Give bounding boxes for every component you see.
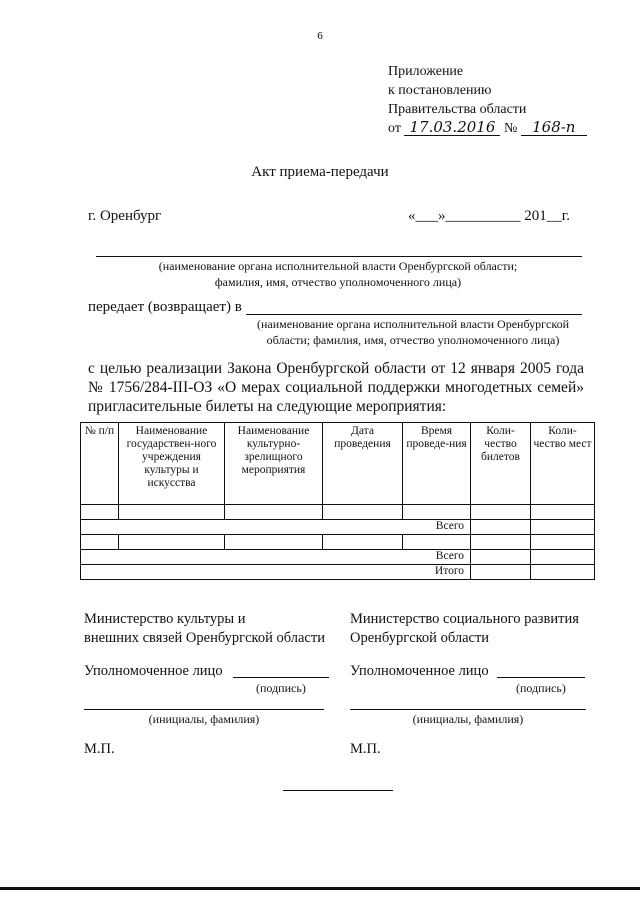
left-initials-line: [84, 709, 324, 710]
left-authorized-label: Уполномоченное лицо: [84, 663, 223, 679]
events-table: [80, 422, 595, 580]
caption-2-line-1: (наименование органа исполнительной власти Оренбургской: [257, 317, 569, 331]
date-template: «___»__________ 201__г.: [408, 208, 570, 224]
appendix-line-3: Правительства области: [388, 102, 527, 117]
table-header-row: [81, 423, 595, 505]
transfers-label: передает (возвращает) в: [88, 299, 242, 315]
page-number: 6: [317, 30, 323, 42]
from-label: от: [388, 121, 401, 136]
table-grand-total-row: [81, 565, 595, 580]
caption-1-line-2: фамилия, имя, отчество уполномоченного лица): [214, 275, 462, 289]
end-divider: [283, 790, 393, 791]
col-header-number: № п/п: [81, 423, 119, 505]
transferring-party-line: [96, 256, 582, 257]
table-row: [81, 535, 595, 550]
right-org-line-1: Министерство социального развития: [350, 611, 579, 627]
left-initials-caption: (инициалы, фамилия): [148, 712, 260, 726]
left-org-line-2: внешних связей Оренбургской области: [84, 630, 325, 646]
col-header-time: Время проведе-ния: [403, 423, 471, 505]
total-label: Всего: [81, 520, 471, 535]
page-bottom-border: [0, 887, 640, 890]
total-label: Всего: [81, 550, 471, 565]
right-signature-line: [497, 677, 585, 678]
appendix-line-2: к постановлению: [388, 83, 492, 98]
number-label: №: [503, 121, 518, 136]
table-row: [81, 505, 595, 520]
appendix-block: [388, 62, 587, 138]
right-stamp: М.П.: [350, 741, 381, 757]
table-total-row: [81, 520, 595, 535]
col-header-seats: Коли-чество мест: [531, 423, 595, 505]
col-header-event: Наименование культурно-зрелищного мероприятия: [225, 423, 323, 505]
right-signature-caption: (подпись): [516, 681, 566, 695]
table-total-row: [81, 550, 595, 565]
grand-total-label: Итого: [81, 565, 471, 580]
purpose-paragraph: с целью реализации Закона Оренбургской области от 12 января 2005 года № 1756/284-III-ОЗ «О мерах социальной поддержки многодетных семей» пригласительные билеты на следующие мероприятия:: [88, 360, 584, 415]
left-signature-line: [233, 677, 329, 678]
appendix-line-1: Приложение: [388, 64, 464, 79]
left-signature-caption: (подпись): [256, 681, 306, 695]
right-org-line-2: Оренбургской области: [350, 630, 490, 646]
col-header-tickets: Коли-чество билетов: [471, 423, 531, 505]
right-signature-org: [350, 610, 579, 648]
receiving-party-caption: [238, 316, 588, 348]
left-stamp: М.П.: [84, 741, 115, 757]
left-org-line-1: Министерство культуры и: [84, 611, 246, 627]
handwritten-date: 17.03.2016: [404, 120, 500, 136]
col-header-date: Дата проведения: [323, 423, 403, 505]
right-initials-line: [350, 709, 586, 710]
left-signature-org: [84, 610, 325, 648]
transferring-party-caption: [90, 258, 586, 290]
receiving-party-line: [246, 314, 582, 315]
appendix-date-line: [388, 119, 587, 138]
right-authorized-label: Уполномоченное лицо: [350, 663, 489, 679]
document-title: Акт приема-передачи: [251, 164, 389, 180]
col-header-institution: Наименование государствен-ного учреждения культуры и искусства: [119, 423, 225, 505]
right-initials-caption: (инициалы, фамилия): [412, 712, 524, 726]
caption-2-line-2: области; фамилия, имя, отчество уполномоченного лица): [266, 333, 560, 347]
caption-1-line-1: (наименование органа исполнительной власти Оренбургской области;: [158, 259, 518, 273]
city: г. Оренбург: [88, 208, 162, 224]
handwritten-number: 168-п: [521, 120, 587, 136]
